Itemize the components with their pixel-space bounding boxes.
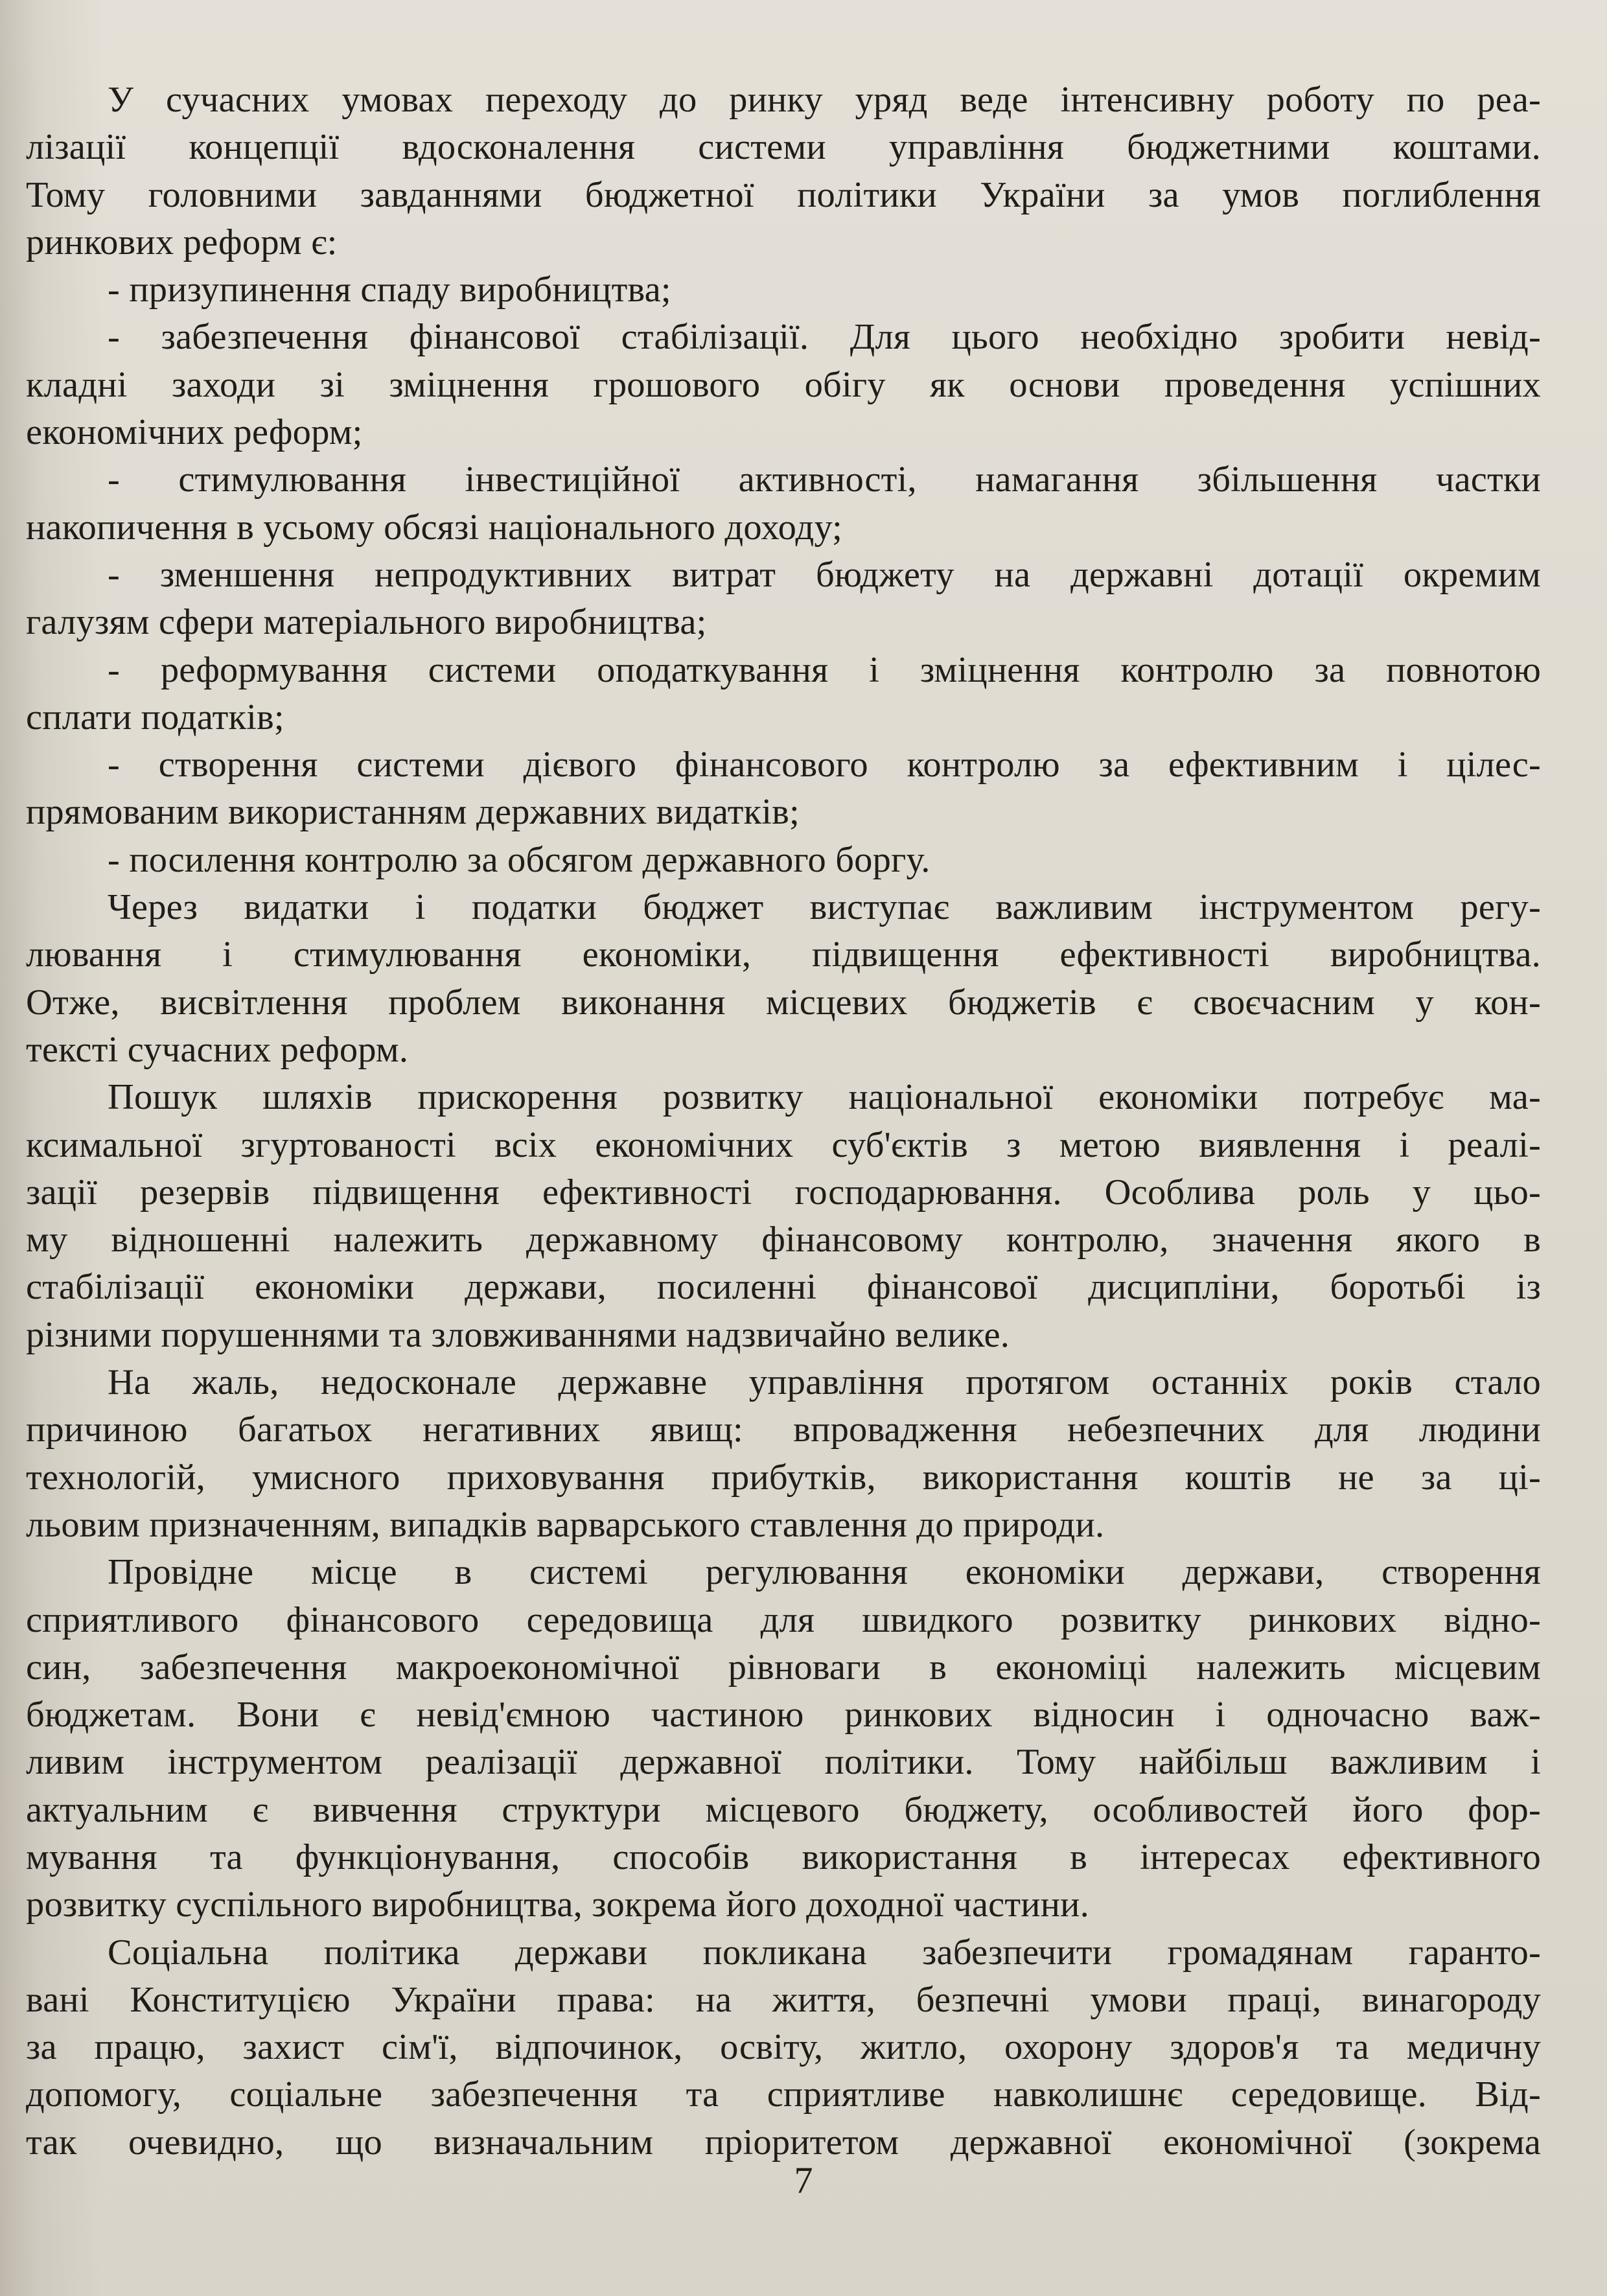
text-line: кладні заходи зі зміцнення грошового обігу як основи проведення успішних [26,364,1541,405]
text-line: Отже, висвітлення проблем виконання місцевих бюджетів є своєчасним у кон- [26,982,1541,1023]
text-line: галузям сфери матеріального виробництва; [26,602,707,643]
page-number: 7 [794,2159,813,2201]
paragraph-start: Провідне місце в системі регулювання економіки держави, створення [108,1552,1541,1593]
list-item: - забезпечення фінансової стабілізації. Для цього необхідно зробити невід- [108,317,1541,358]
text-line: накопичення в усьому обсязі національного доходу; [26,507,843,548]
text-line: У сучасних умовах переходу до ринку уряд веде інтенсивну роботу по реа- [108,80,1541,120]
text-line: допомогу, соціальне забезпечення та сприятливе навколишнє середовище. Від- [26,2074,1541,2115]
page-body-text [26,76,1541,2166]
text-line: сплати податків; [26,697,284,737]
text-line: лювання і стимулювання економіки, підвищення ефективності виробництва. [26,934,1541,975]
list-item: - зменшення непродуктивних витрат бюджету на державні дотації окремим [108,554,1541,595]
text-line: Тому головними завданнями бюджетної політики України за умов поглиблення [26,174,1541,215]
text-line: тексті сучасних реформ. [26,1029,409,1070]
text-line: мування та функціонування, способів використання в інтересах ефективного [26,1837,1541,1877]
text-line: зації резервів підвищення ефективності господарювання. Особлива роль у цьо- [26,1172,1541,1212]
text-line: причиною багатьох негативних явищ: впровадження небезпечних для людини [26,1409,1541,1450]
list-item: - реформування системи оподаткування і зміцнення контролю за повнотою [108,649,1541,690]
text-line: економічних реформ; [26,412,363,453]
text-line: лізації концепції вдосконалення системи управління бюджетними коштами. [26,127,1541,168]
list-item: - призупинення спаду виробництва; [108,270,671,310]
text-line: технологій, умисного приховування прибутків, використання коштів не за ці- [26,1457,1541,1498]
text-line: актуальним є вивчення структури місцевого бюджету, особливостей його фор- [26,1789,1541,1830]
text-line: льовим призначенням, випадків варварського ставлення до природи. [26,1504,1105,1545]
text-line: прямованим використанням державних видатків; [26,792,800,833]
paragraph-start: Через видатки і податки бюджет виступає важливим інструментом регу- [108,887,1541,928]
text-line: стабілізації економіки держави, посиленні фінансової дисципліни, боротьбі із [26,1267,1541,1308]
list-item: - стимулювання інвестиційної активності, намагання збільшення частки [108,459,1541,500]
text-line: ринкових реформ є: [26,222,338,262]
text-line: син, забезпечення макроекономічної рівноваги в економіці належить місцевим [26,1647,1541,1687]
text-line: ксимальної згуртованості всіх економічних суб'єктів з метою виявлення і реалі- [26,1124,1541,1165]
text-line: сприятливого фінансового середовища для швидкого розвитку ринкових відно- [26,1599,1541,1640]
text-line: за працю, захист сім'ї, відпочинок, освіту, житло, охорону здоров'я та медичну [26,2027,1541,2068]
text-line: так очевидно, що визначальним пріоритетом державної економічної (зокрема [26,2122,1541,2163]
paragraph-start: Соціальна політика держави покликана забезпечити громадянам гаранто- [108,1932,1541,1973]
text-line: розвитку суспільного виробництва, зокрема його доходної частини. [26,1884,1089,1925]
text-line: ливим інструментом реалізації державної політики. Тому найбільш важливим і [26,1742,1541,1783]
text-line: му відношенні належить державному фінансовому контролю, значення якого в [26,1220,1541,1260]
text-line: бюджетам. Вони є невід'ємною частиною ринкових відносин і одночасно важ- [26,1695,1541,1735]
paragraph-start: Пошук шляхів прискорення розвитку національної економіки потребує ма- [108,1077,1541,1118]
paragraph-start: На жаль, недосконале державне управління протягом останніх років стало [108,1362,1541,1403]
list-item: - посилення контролю за обсягом державного боргу. [108,839,931,880]
list-item: - створення системи дієвого фінансового контролю за ефективним і цілес- [108,745,1541,785]
text-line: різними порушеннями та зловживаннями надзвичайно велике. [26,1314,1010,1355]
text-line: вані Конституцією України права: на життя, безпечні умови праці, винагороду [26,1979,1541,2020]
